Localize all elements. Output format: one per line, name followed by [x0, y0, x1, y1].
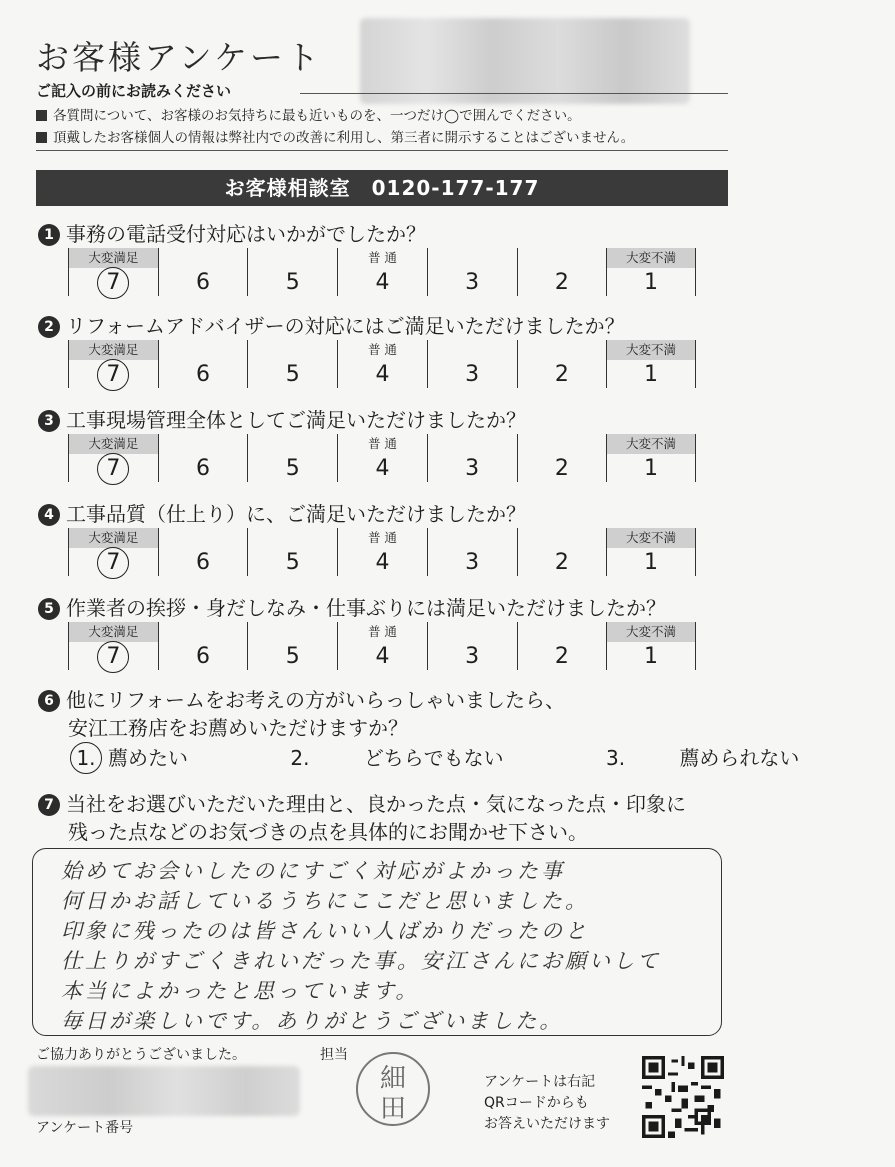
- rating-option-4[interactable]: [337, 340, 427, 388]
- scale-label: 大変満足: [69, 248, 158, 268]
- question-number: 6: [38, 690, 60, 712]
- rating-option-4[interactable]: [337, 528, 427, 576]
- rating-value: 6: [196, 456, 211, 481]
- rating-option-3[interactable]: [427, 340, 517, 388]
- rating-option-2[interactable]: [517, 528, 607, 576]
- divider: [300, 93, 728, 94]
- rating-value: 6: [196, 362, 211, 387]
- scale-label: 大変不満: [607, 528, 695, 548]
- question-7: 7 当社をお選びいただいた理由と、良かった点・気になった点・印象に: [38, 788, 686, 817]
- rating-option-3[interactable]: [427, 434, 517, 482]
- rating-option-6[interactable]: [158, 622, 248, 670]
- rating-scale: [68, 340, 696, 388]
- rating-option-2[interactable]: [517, 248, 607, 296]
- scale-label: 大変不満: [607, 248, 695, 268]
- scale-label: [428, 340, 517, 360]
- qr-instructions: アンケートは右記 QRコードからも お答えいただけます: [484, 1074, 610, 1132]
- rating-value: 2: [554, 456, 569, 481]
- rating-value: 3: [465, 550, 480, 575]
- scale-label: [159, 340, 248, 360]
- rating-value: 1: [644, 362, 659, 387]
- scale-label: [159, 434, 248, 454]
- scale-label: [248, 622, 337, 642]
- rating-option-4[interactable]: [337, 434, 427, 482]
- rating-value: 5: [285, 456, 300, 481]
- scale-label: [159, 248, 248, 268]
- divider: [36, 150, 728, 151]
- question-3: 3 工事現場管理全体としてご満足いただけましたか？: [38, 404, 526, 433]
- rating-option-7[interactable]: [68, 622, 158, 670]
- rating-value: 7: [97, 547, 129, 579]
- free-comment-box[interactable]: [32, 848, 722, 1036]
- rating-option-3[interactable]: [427, 528, 517, 576]
- customer-support-banner: お客様相談室 0120-177-177: [36, 170, 728, 206]
- rating-option-7[interactable]: [68, 434, 158, 482]
- rating-scale: [68, 528, 696, 576]
- question-number: 1: [38, 224, 60, 246]
- scale-label: [159, 528, 248, 548]
- rating-value: 2: [554, 270, 569, 295]
- scale-label: [518, 434, 607, 454]
- option-1[interactable]: 1. 薦めたい: [70, 746, 236, 770]
- rating-value: 2: [554, 362, 569, 387]
- question-5: 5 作業者の挨拶・身だしなみ・仕事ぶりには満足いただけましたか？: [38, 592, 666, 621]
- square-bullet-icon: [36, 132, 47, 143]
- scale-label: [248, 340, 337, 360]
- scale-label: [518, 340, 607, 360]
- rating-value: 7: [97, 453, 129, 485]
- question-2: 2 リフォームアドバイザーの対応にはご満足いただけましたか？: [38, 310, 625, 339]
- scale-label: [518, 622, 607, 642]
- handwritten-line: 本当によかったと思っています。: [61, 979, 420, 1003]
- rating-option-6[interactable]: [158, 434, 248, 482]
- note-2: 頂戴したお客様個人の情報は弊社内での改善に利用し、第三者に開示することはございません。: [36, 126, 634, 146]
- rating-option-1[interactable]: [606, 434, 696, 482]
- scale-label: 大変不満: [607, 622, 695, 642]
- thanks-text: ご協力ありがとうございました。: [36, 1047, 246, 1063]
- rating-value: 4: [375, 644, 390, 669]
- rating-value: 7: [97, 359, 129, 391]
- rating-value: 4: [375, 362, 390, 387]
- rating-option-4[interactable]: [337, 248, 427, 296]
- rating-option-3[interactable]: [427, 248, 517, 296]
- intro-title: ご記入の前にお読みください: [36, 82, 232, 100]
- question-1: 1 事務の電話受付対応はいかがでしたか？: [38, 218, 426, 247]
- question-7-line2: 残った点などのお気づきの点を具体的にお聞かせ下さい。: [68, 820, 588, 844]
- handwritten-line: 仕上りがすごくきれいだった事。安江さんにお願いして: [61, 949, 661, 973]
- rating-option-5[interactable]: [247, 340, 337, 388]
- rating-value: 5: [285, 270, 300, 295]
- option-3[interactable]: 3. 薦められない: [605, 746, 800, 770]
- survey-title: お客様アンケート: [36, 38, 323, 77]
- rating-option-6[interactable]: [158, 528, 248, 576]
- rating-value: 1: [644, 644, 659, 669]
- staff-label: 担当: [320, 1047, 348, 1063]
- question-number: 7: [38, 794, 60, 816]
- rating-option-7[interactable]: [68, 248, 158, 296]
- rating-value: 3: [465, 644, 480, 669]
- rating-option-5[interactable]: [247, 434, 337, 482]
- scale-label: 大変不満: [607, 340, 695, 360]
- question-number: 4: [38, 504, 60, 526]
- square-bullet-icon: [36, 110, 47, 121]
- rating-option-6[interactable]: [158, 340, 248, 388]
- question-number: 3: [38, 410, 60, 432]
- scale-label: 普 通: [367, 250, 397, 265]
- rating-value: 4: [375, 456, 390, 481]
- redacted-area: [360, 18, 690, 104]
- scale-label: [428, 622, 517, 642]
- rating-value: 3: [465, 362, 480, 387]
- scale-label: 普 通: [367, 624, 397, 639]
- rating-scale: [68, 434, 696, 482]
- rating-option-5[interactable]: [247, 528, 337, 576]
- rating-value: 6: [196, 550, 211, 575]
- staff-seal-stamp: 細 田: [356, 1052, 430, 1126]
- scale-label: [159, 622, 248, 642]
- rating-value: 5: [285, 550, 300, 575]
- question-6-line2: 安江工務店をお薦めいただけますか？: [68, 716, 408, 740]
- rating-scale: [68, 622, 696, 670]
- rating-option-1[interactable]: [606, 528, 696, 576]
- scale-label: 大変満足: [69, 528, 158, 548]
- handwritten-line: 始めてお会いしたのにすごく対応がよかった事: [61, 859, 565, 883]
- scale-label: 大変不満: [607, 434, 695, 454]
- rating-value: 6: [196, 270, 211, 295]
- rating-option-2[interactable]: [517, 340, 607, 388]
- scale-label: 大変満足: [69, 340, 158, 360]
- handwritten-line: 何日かお話しているうちにここだと思いました。: [61, 889, 589, 913]
- rating-option-1[interactable]: [606, 248, 696, 296]
- rating-option-5[interactable]: [247, 248, 337, 296]
- rating-option-1[interactable]: [606, 340, 696, 388]
- scale-label: [518, 528, 607, 548]
- scale-label: 大変満足: [69, 622, 158, 642]
- rating-option-6[interactable]: [158, 248, 248, 296]
- rating-value: 1: [644, 550, 659, 575]
- scale-label: 普 通: [367, 342, 397, 357]
- handwritten-line: 毎日が楽しいです。ありがとうございました。: [61, 1009, 564, 1033]
- rating-option-5[interactable]: [247, 622, 337, 670]
- scale-label: [248, 528, 337, 548]
- rating-value: 3: [465, 456, 480, 481]
- rating-value: 3: [465, 270, 480, 295]
- scale-label: [248, 248, 337, 268]
- survey-number-label: アンケート番号: [36, 1120, 134, 1136]
- rating-value: 2: [554, 644, 569, 669]
- handwritten-line: 印象に残ったのは皆さんいい人ばかりだったのと: [61, 919, 589, 943]
- question-number: 2: [38, 316, 60, 338]
- rating-option-7[interactable]: [68, 528, 158, 576]
- rating-option-7[interactable]: [68, 340, 158, 388]
- question-number: 5: [38, 598, 60, 620]
- rating-value: 4: [375, 270, 390, 295]
- rating-value: 5: [285, 362, 300, 387]
- option-2[interactable]: 2. どちらでもない: [290, 746, 504, 770]
- rating-option-1[interactable]: [606, 622, 696, 670]
- rating-value: 1: [644, 270, 659, 295]
- rating-scale: [68, 248, 696, 296]
- rating-value: 2: [554, 550, 569, 575]
- rating-option-2[interactable]: [517, 622, 607, 670]
- rating-option-3[interactable]: [427, 622, 517, 670]
- rating-value: 4: [375, 550, 390, 575]
- scale-label: [428, 248, 517, 268]
- scale-label: [428, 434, 517, 454]
- scale-label: [428, 528, 517, 548]
- question-6: 6 他にリフォームをお考えの方がいらっしゃいましたら、: [38, 684, 565, 713]
- note-1: 各質問について、お客様のお気持ちに最も近いものを、一つだけ◯で囲んでください。: [36, 104, 581, 124]
- rating-value: 1: [644, 456, 659, 481]
- scale-label: 普 通: [367, 530, 397, 545]
- rating-value: 6: [196, 644, 211, 669]
- qr-code-icon[interactable]: [642, 1056, 724, 1138]
- scale-label: [518, 248, 607, 268]
- rating-option-2[interactable]: [517, 434, 607, 482]
- scale-label: 普 通: [367, 436, 397, 451]
- scale-label: 大変満足: [69, 434, 158, 454]
- redacted-area: [28, 1066, 300, 1116]
- rating-option-4[interactable]: [337, 622, 427, 670]
- scale-label: [248, 434, 337, 454]
- rating-value: 7: [97, 641, 129, 673]
- q6-options: [70, 742, 895, 774]
- rating-value: 7: [97, 267, 129, 299]
- question-4: 4 工事品質（仕上り）に、ご満足いただけましたか？: [38, 498, 526, 527]
- rating-value: 5: [285, 644, 300, 669]
